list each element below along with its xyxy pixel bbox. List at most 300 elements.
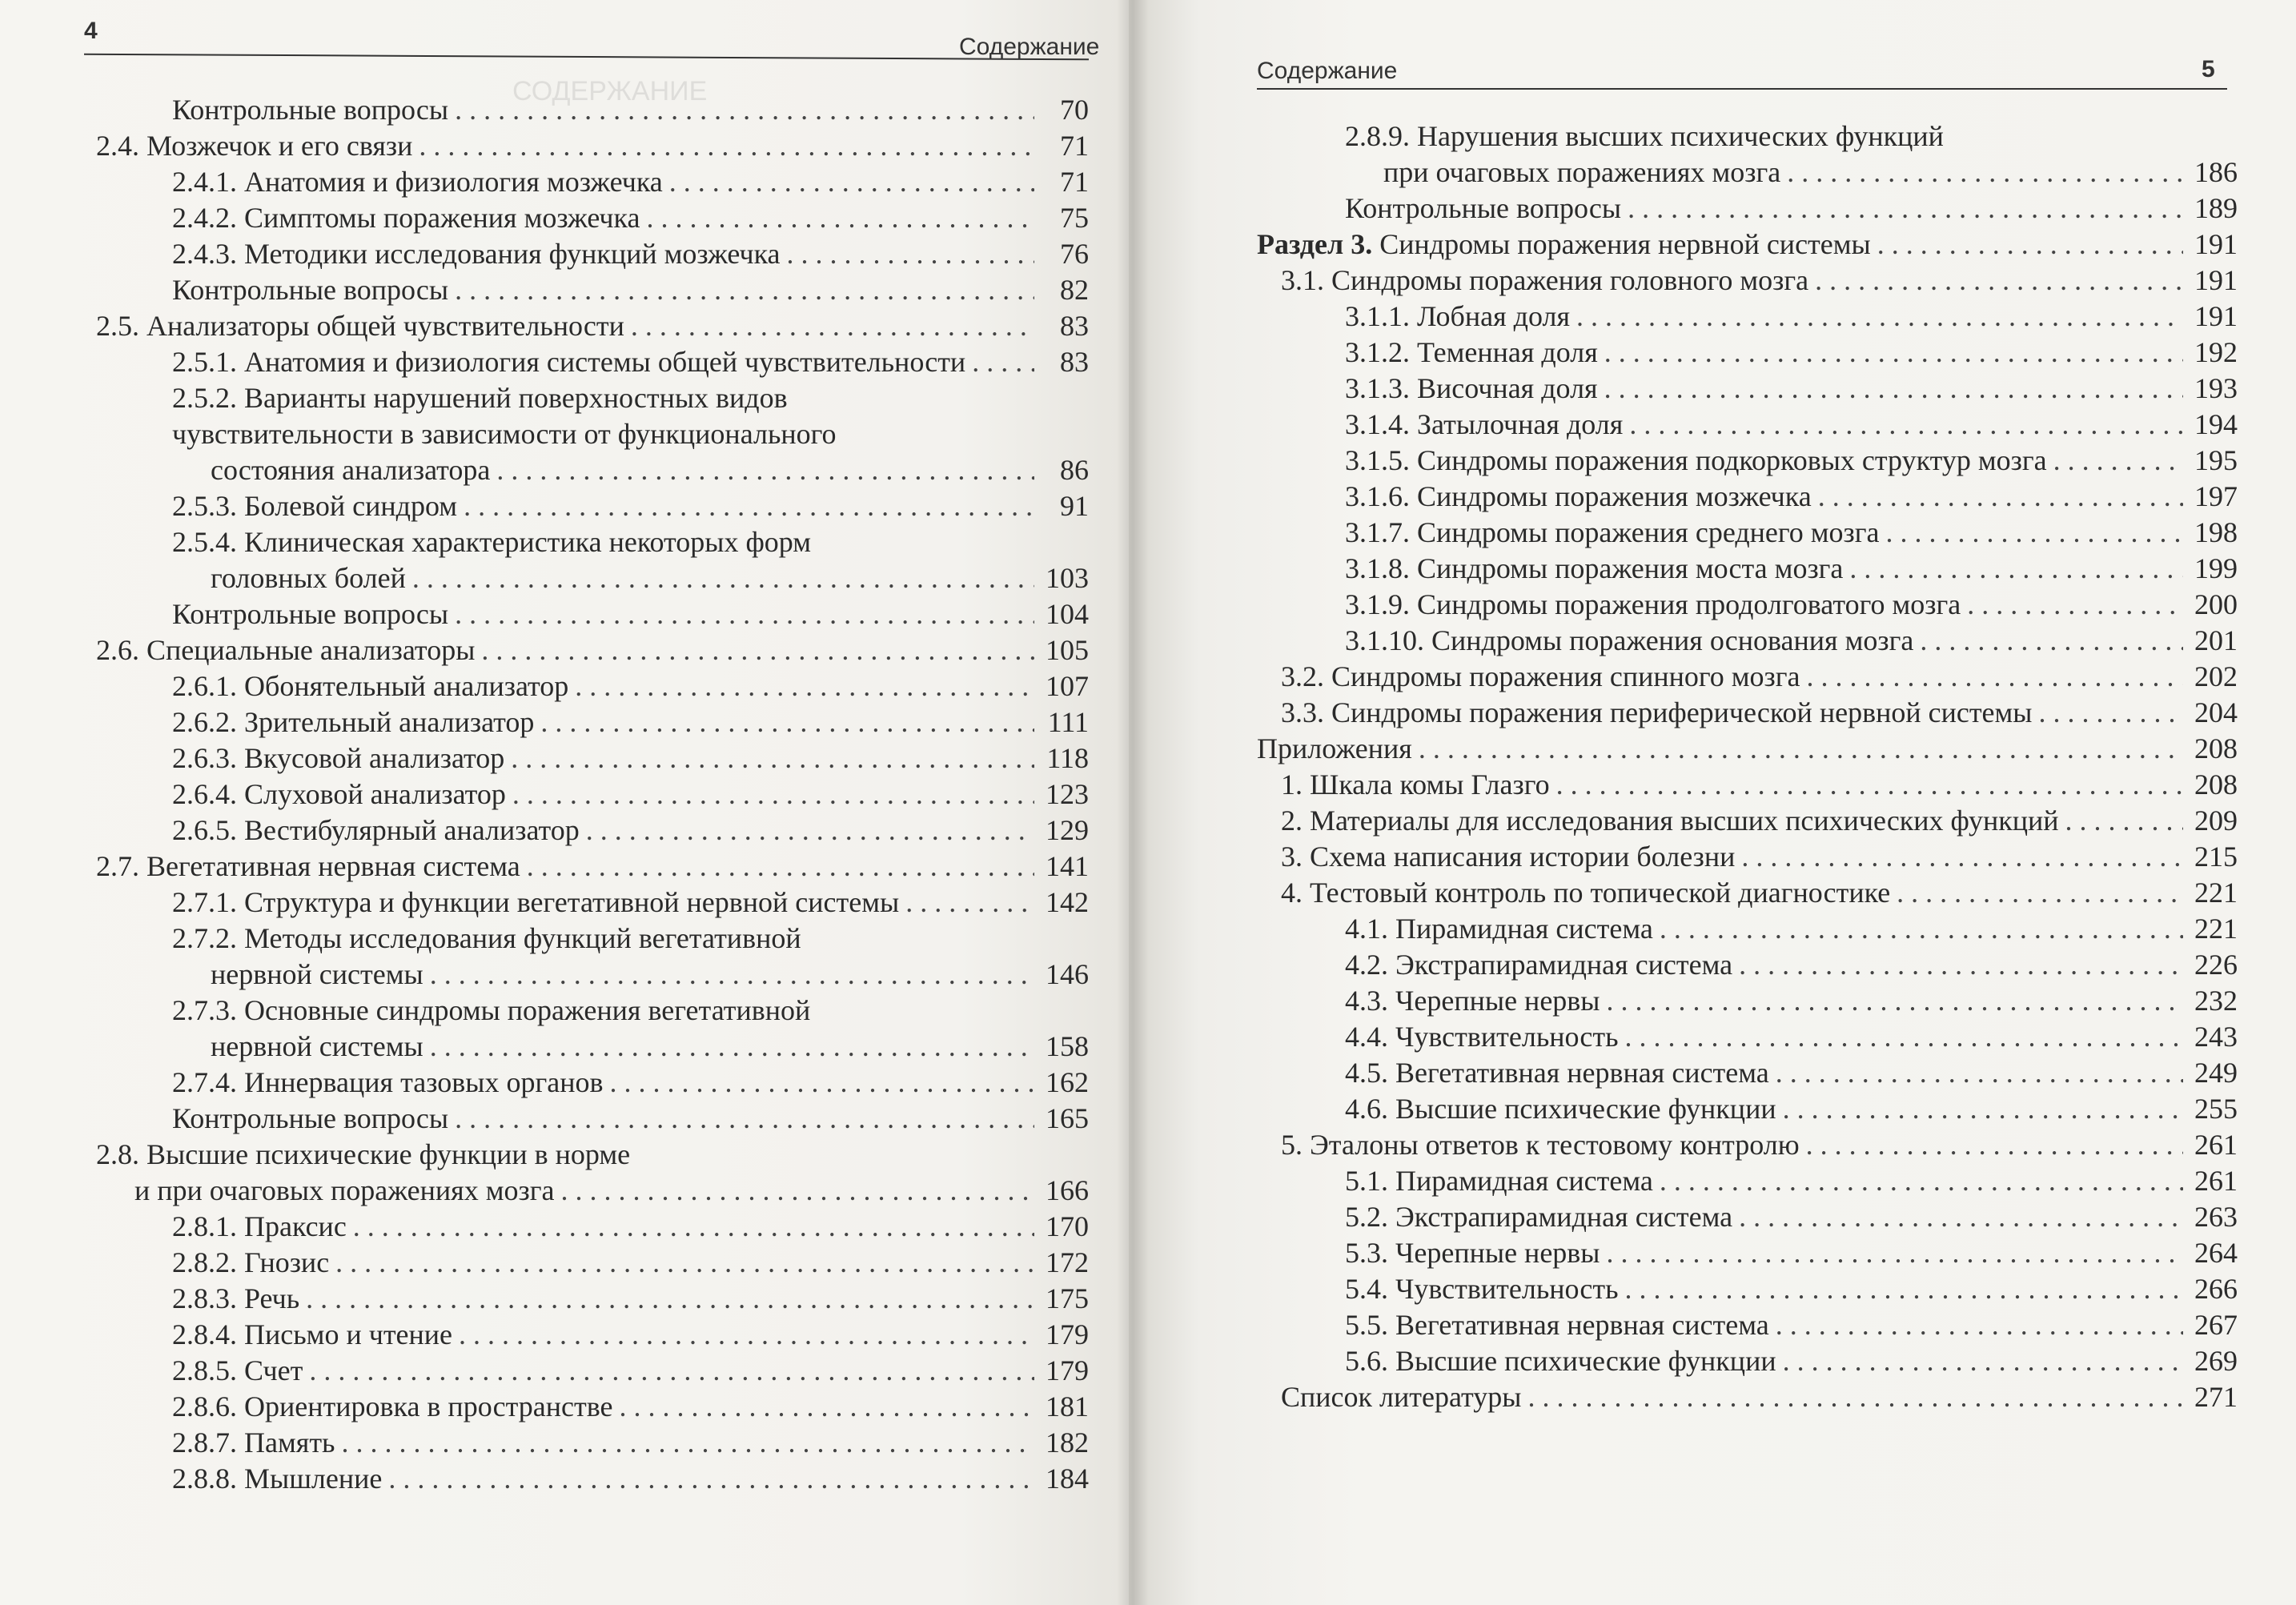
dot-leader <box>496 452 1034 488</box>
dot-leader <box>2053 443 2183 479</box>
toc-entry-title: 4. Тестовый контроль по топической диагностике <box>1281 877 1891 909</box>
toc-entry-row <box>1345 407 2238 443</box>
left-page-number: 4 <box>84 18 98 44</box>
toc-entry-title: состояния анализатора <box>211 454 491 486</box>
toc-entry-title: 2.7. Вегетативная нервная система <box>96 850 520 882</box>
toc-entry-row <box>172 1029 1089 1065</box>
toc-entry <box>1257 118 2238 191</box>
toc-page-number: 162 <box>1046 1066 1089 1098</box>
toc-entry-title <box>1257 227 1871 263</box>
toc-entry-title: Контрольные вопросы <box>172 94 449 126</box>
toc-entry <box>96 128 1089 164</box>
dot-leader <box>430 957 1034 993</box>
dot-leader <box>1807 659 2183 695</box>
toc-entry-row <box>172 344 1089 380</box>
toc-entry-row <box>1345 911 2238 947</box>
toc-entry-title: 3.1.4. Затылочная доля <box>1345 408 1624 440</box>
toc-entry-title: 3.1.3. Височная доля <box>1345 372 1598 404</box>
toc-page-number: 86 <box>1060 454 1089 486</box>
toc-entry-title: 5.4. Чувствительность <box>1345 1273 1619 1305</box>
toc-entry-row <box>172 1425 1089 1461</box>
toc-page-number: 197 <box>2194 480 2238 512</box>
dot-leader <box>1629 407 2183 443</box>
toc-page-number: 263 <box>2194 1201 2238 1233</box>
toc-entry <box>1257 479 2238 515</box>
toc-page-number: 192 <box>2194 336 2238 368</box>
toc-entry <box>96 92 1089 128</box>
toc-entry-title: 2.4.3. Методики исследования функций мозжечка <box>172 238 781 270</box>
toc-entry-row <box>172 200 1089 236</box>
toc-page-number: 165 <box>1046 1102 1089 1134</box>
toc-entry <box>1257 947 2238 983</box>
toc-entry-title: 2.8.3. Речь <box>172 1282 300 1314</box>
toc-entry-row <box>96 849 1089 885</box>
toc-entry-title: 2.8.6. Ориентировка в пространстве <box>172 1390 613 1422</box>
toc-entry-title: 2.7.1. Структура и функции вегетативной нервной системы <box>172 886 900 918</box>
toc-entry <box>1257 515 2238 551</box>
toc-page-number: 83 <box>1060 346 1089 378</box>
toc-entry-title-line: 2.5.2. Варианты нарушений поверхностных видов <box>172 382 788 414</box>
toc-entry-title: 2.6.1. Обонятельный анализатор <box>172 670 569 702</box>
toc-entry-row <box>1345 154 2238 191</box>
toc-entry-title: 5.2. Экстрапирамидная система <box>1345 1201 1733 1233</box>
toc-entry <box>96 272 1089 308</box>
toc-entry-title: 3.1.6. Синдромы поражения мозжечка <box>1345 480 1812 512</box>
toc-entry-row <box>1281 767 2238 803</box>
toc-page-number: 261 <box>2194 1165 2238 1197</box>
toc-entry-row <box>1345 1091 2238 1127</box>
toc-entry <box>96 236 1089 272</box>
dot-leader <box>309 1353 1034 1389</box>
toc-page-number: 221 <box>2194 913 2238 945</box>
toc-page-number: 104 <box>1046 598 1089 630</box>
toc-entry <box>1257 1271 2238 1307</box>
toc-entry-row <box>172 164 1089 200</box>
toc-entry-row <box>96 1173 1089 1209</box>
toc-entry-row <box>1257 227 2238 263</box>
toc-entry-row <box>172 957 1089 993</box>
toc-entry <box>1257 551 2238 587</box>
dot-leader <box>1660 1163 2183 1199</box>
toc-entry-title: 2.8.1. Праксис <box>172 1210 347 1242</box>
dot-leader <box>2039 695 2184 731</box>
dot-leader <box>1606 1235 2183 1271</box>
dot-leader <box>306 1281 1034 1317</box>
toc-entry-row <box>172 92 1089 128</box>
dot-leader <box>455 596 1034 632</box>
toc-entry-title: 5. Эталоны ответов к тестовому контролю <box>1281 1129 1800 1161</box>
toc-entry <box>1257 623 2238 659</box>
toc-entry <box>1257 263 2238 299</box>
toc-entry-title: 5.6. Высшие психические функции <box>1345 1345 1776 1377</box>
toc-page-number: 193 <box>2194 372 2238 404</box>
toc-page-number: 123 <box>1046 778 1089 810</box>
toc-entry-title: 3. Схема написания истории болезни <box>1281 841 1736 873</box>
toc-entry-row <box>172 1065 1089 1101</box>
toc-page-number: 199 <box>2194 552 2238 584</box>
toc-entry-title: 2.6. Специальные анализаторы <box>96 634 476 666</box>
toc-entry-row <box>1345 1019 2238 1055</box>
toc-entry-row <box>1281 695 2238 731</box>
toc-entry-title: 3.1.7. Синдромы поражения среднего мозга <box>1345 516 1880 548</box>
dot-leader <box>464 488 1034 524</box>
toc-page-number: 191 <box>2194 264 2238 296</box>
dot-leader <box>1527 1379 2183 1415</box>
toc-entry-row <box>172 560 1089 596</box>
dot-leader <box>1877 227 2183 263</box>
toc-entry-row <box>1345 1271 2238 1307</box>
toc-entry-row <box>172 1317 1089 1353</box>
toc-entry-row <box>172 1101 1089 1137</box>
toc-entry-title: нервной системы <box>211 958 423 990</box>
dot-leader <box>388 1461 1034 1497</box>
toc-entry-title: Контрольные вопросы <box>1345 192 1622 224</box>
toc-entry-row <box>172 488 1089 524</box>
toc-entry-row <box>172 1461 1089 1497</box>
toc-entry <box>96 813 1089 849</box>
toc-entry <box>96 1425 1089 1461</box>
toc-page-number: 181 <box>1046 1390 1089 1422</box>
section-title: Синдромы поражения нервной системы <box>1372 228 1871 260</box>
dot-leader <box>1815 263 2183 299</box>
toc-page-number: 189 <box>2194 192 2238 224</box>
toc-entry <box>1257 911 2238 947</box>
left-running-header: Содержание <box>959 34 1100 60</box>
toc-entry-title: Контрольные вопросы <box>172 598 449 630</box>
toc-entry-title-line: 2.8. Высшие психические функции в норме <box>96 1138 631 1170</box>
toc-entry <box>1257 1163 2238 1199</box>
toc-entry-row <box>1345 443 2238 479</box>
dot-leader <box>512 776 1034 813</box>
toc-entry-row <box>1345 299 2238 335</box>
toc-entry-title: 2.7.4. Иннервация тазовых органов <box>172 1066 604 1098</box>
toc-entry <box>96 1209 1089 1245</box>
toc-page-number: 191 <box>2194 300 2238 332</box>
toc-entry <box>96 164 1089 200</box>
toc-entry-row <box>96 308 1089 344</box>
toc-entry-title: 4.6. Высшие психические функции <box>1345 1093 1776 1125</box>
dot-leader <box>1739 947 2183 983</box>
toc-entry-title: 4.1. Пирамидная система <box>1345 913 1653 945</box>
toc-entry-row <box>172 1353 1089 1389</box>
toc-entry-row <box>172 1281 1089 1317</box>
dot-leader <box>1783 1091 2183 1127</box>
toc-page-number: 194 <box>2194 408 2238 440</box>
dot-leader <box>1739 1199 2183 1235</box>
toc-entry <box>96 488 1089 524</box>
toc-page-number: 103 <box>1046 562 1089 594</box>
toc-entry <box>1257 1343 2238 1379</box>
toc-page-number: 83 <box>1060 310 1089 342</box>
toc-page-number: 191 <box>2194 228 2238 260</box>
dot-leader <box>1806 1127 2183 1163</box>
toc-entry-title: 2.4.1. Анатомия и физиология мозжечка <box>172 166 663 198</box>
toc-entry-title: нервной системы <box>211 1030 423 1062</box>
toc-entry-row <box>1345 371 2238 407</box>
right-page-number: 5 <box>2202 56 2215 82</box>
toc-entry-title: 2.5. Анализаторы общей чувствительности <box>96 310 624 342</box>
toc-entry-title: 3.1.8. Синдромы поражения моста мозга <box>1345 552 1844 584</box>
toc-page-number: 82 <box>1060 274 1089 306</box>
dot-leader <box>527 849 1034 885</box>
toc-page-number: 141 <box>1046 850 1089 882</box>
toc-entry-row <box>96 128 1089 164</box>
toc-entry <box>96 344 1089 380</box>
toc-entry-row <box>1345 623 2238 659</box>
toc-entry <box>1257 443 2238 479</box>
toc-page-number: 195 <box>2194 444 2238 476</box>
toc-entry-row <box>1345 335 2238 371</box>
dot-leader <box>1604 371 2183 407</box>
toc-entry-row <box>1345 1235 2238 1271</box>
dot-leader <box>481 632 1034 668</box>
toc-page-number: 201 <box>2194 624 2238 656</box>
toc-entry <box>1257 371 2238 407</box>
dot-leader <box>459 1317 1034 1353</box>
toc-entry-row <box>1257 731 2238 767</box>
toc-page-number: 208 <box>2194 732 2238 764</box>
dot-leader <box>1606 983 2183 1019</box>
dot-leader <box>787 236 1034 272</box>
dot-leader <box>905 885 1034 921</box>
toc-entry-title: 5.1. Пирамидная система <box>1345 1165 1653 1197</box>
dot-leader <box>1419 731 2183 767</box>
toc-entry-title: 4.3. Черепные нервы <box>1345 985 1600 1017</box>
section-prefix: Раздел 3. <box>1257 228 1373 260</box>
toc-entry-row <box>172 813 1089 849</box>
toc-entry-row <box>172 704 1089 740</box>
dot-leader <box>1604 335 2183 371</box>
toc-entry-title: 2.8.7. Память <box>172 1426 335 1459</box>
toc-entry <box>96 1245 1089 1281</box>
toc-entry <box>1257 227 2238 263</box>
toc-entry-title: 3.1.5. Синдромы поражения подкорковых структур мозга <box>1345 444 2047 476</box>
dot-leader <box>631 308 1034 344</box>
toc-page-number: 172 <box>1046 1246 1089 1278</box>
toc-entry <box>96 1461 1089 1497</box>
right-header-rule <box>1257 88 2227 90</box>
dot-leader <box>575 668 1034 704</box>
toc-entry-row <box>1345 983 2238 1019</box>
toc-entry-row <box>1281 263 2238 299</box>
toc-page-number: 184 <box>1046 1463 1089 1495</box>
toc-entry-row <box>1345 191 2238 227</box>
toc-entry-row <box>1345 587 2238 623</box>
toc-entry-title: 4.4. Чувствительность <box>1345 1021 1619 1053</box>
bleed-through-text: СОДЕРЖАНИЕ <box>512 76 708 106</box>
toc-entry <box>96 1389 1089 1425</box>
left-toc-list <box>96 92 1089 1497</box>
toc-entry-title: 4.5. Вегетативная нервная система <box>1345 1057 1769 1089</box>
toc-entry-title: 2.8.4. Письмо и чтение <box>172 1318 453 1350</box>
toc-entry-title: 3.1.2. Теменная доля <box>1345 336 1598 368</box>
toc-entry-title: 5.3. Черепные нервы <box>1345 1237 1600 1269</box>
dot-leader <box>419 128 1034 164</box>
toc-entry-title: и при очаговых поражениях мозга <box>134 1174 555 1206</box>
dot-leader <box>669 164 1034 200</box>
book-gutter <box>1117 0 1149 1605</box>
toc-entry-title-line: 2.8.9. Нарушения высших психических функций <box>1345 120 1944 152</box>
toc-entry-title: 3.2. Синдромы поражения спинного мозга <box>1281 660 1800 692</box>
right-running-header: Содержание <box>1257 58 1398 84</box>
toc-entry <box>96 1101 1089 1137</box>
toc-entry-row <box>1345 1343 2238 1379</box>
toc-entry <box>96 776 1089 813</box>
toc-entry <box>1257 695 2238 731</box>
toc-entry <box>1257 299 2238 335</box>
toc-page-number: 269 <box>2194 1345 2238 1377</box>
dot-leader <box>1849 551 2183 587</box>
dot-leader <box>1741 839 2183 875</box>
toc-entry-title: 3.3. Синдромы поражения периферической нервной системы <box>1281 696 2033 728</box>
toc-entry <box>96 632 1089 668</box>
toc-entry-title: 2.8.2. Гнозис <box>172 1246 330 1278</box>
toc-page-number: 249 <box>2194 1057 2238 1089</box>
toc-entry <box>96 524 1089 596</box>
toc-page-number: 267 <box>2194 1309 2238 1341</box>
dot-leader <box>1628 191 2183 227</box>
toc-entry-title-line: 2.5.4. Клиническая характеристика некоторых форм <box>172 526 812 558</box>
toc-entry <box>96 885 1089 921</box>
toc-page-number: 91 <box>1060 490 1089 522</box>
dot-leader <box>619 1389 1034 1425</box>
toc-page-number: 71 <box>1060 166 1089 198</box>
toc-entry <box>96 921 1089 993</box>
toc-entry-title: 2. Материалы для исследования высших психических функций <box>1281 805 2059 837</box>
toc-entry <box>1257 1235 2238 1271</box>
toc-page-number: 70 <box>1060 94 1089 126</box>
dot-leader <box>1886 515 2183 551</box>
toc-entry-row <box>1345 1055 2238 1091</box>
toc-entry-title-line: чувствительности в зависимости от функционального <box>172 418 837 450</box>
toc-entry-row <box>172 272 1089 308</box>
toc-entry <box>1257 659 2238 695</box>
toc-entry-row <box>1281 803 2238 839</box>
toc-entry-title: Контрольные вопросы <box>172 1102 449 1134</box>
toc-page-number: 129 <box>1046 814 1089 846</box>
toc-entry-title: 1. Шкала комы Глазго <box>1281 768 1550 800</box>
toc-page-number: 226 <box>2194 949 2238 981</box>
toc-page-number: 105 <box>1046 634 1089 666</box>
toc-page-number: 76 <box>1060 238 1089 270</box>
toc-entry-row <box>96 632 1089 668</box>
toc-entry <box>1257 1019 2238 1055</box>
dot-leader <box>1783 1343 2183 1379</box>
toc-entry-row <box>1281 875 2238 911</box>
toc-entry-title: 2.6.5. Вестибулярный анализатор <box>172 814 580 846</box>
toc-entry-title: Контрольные вопросы <box>172 274 449 306</box>
toc-entry-title: головных болей <box>211 562 406 594</box>
toc-entry <box>1257 767 2238 803</box>
dot-leader <box>560 1173 1034 1209</box>
toc-entry-row <box>172 740 1089 776</box>
left-header-rule <box>84 54 1089 61</box>
toc-page-number: 158 <box>1046 1030 1089 1062</box>
dot-leader <box>1625 1019 2183 1055</box>
toc-page-number: 261 <box>2194 1129 2238 1161</box>
toc-entry-title: 2.6.2. Зрительный анализатор <box>172 706 535 738</box>
toc-page-number: 243 <box>2194 1021 2238 1053</box>
dot-leader <box>455 92 1034 128</box>
toc-entry <box>1257 1127 2238 1163</box>
toc-entry-title: 2.8.5. Счет <box>172 1354 303 1386</box>
dot-leader <box>341 1425 1034 1461</box>
dot-leader <box>1776 1307 2183 1343</box>
toc-page-number: 200 <box>2194 588 2238 620</box>
toc-page-number: 170 <box>1046 1210 1089 1242</box>
toc-entry-title-line: 2.7.2. Методы исследования функций вегетативной <box>172 922 801 954</box>
dot-leader <box>455 1101 1034 1137</box>
toc-entry-row <box>172 885 1089 921</box>
toc-entry-title: 5.5. Вегетативная нервная система <box>1345 1309 1769 1341</box>
toc-entry <box>1257 1199 2238 1235</box>
toc-entry <box>1257 983 2238 1019</box>
toc-entry <box>96 596 1089 632</box>
toc-page-number: 208 <box>2194 768 2238 800</box>
toc-entry-title: 2.6.4. Слуховой анализатор <box>172 778 506 810</box>
toc-entry-row <box>1345 551 2238 587</box>
dot-leader <box>335 1245 1034 1281</box>
toc-page-number: 186 <box>2194 156 2238 188</box>
dot-leader <box>1920 623 2183 659</box>
toc-entry <box>96 1317 1089 1353</box>
dot-leader <box>1818 479 2183 515</box>
dot-leader <box>2065 803 2183 839</box>
toc-page-number: 75 <box>1060 202 1089 234</box>
dot-leader <box>1776 1055 2183 1091</box>
toc-entry-title: 2.8.8. Мышление <box>172 1463 383 1495</box>
toc-entry-title: 2.6.3. Вкусовой анализатор <box>172 742 505 774</box>
toc-entry <box>96 1137 1089 1209</box>
toc-entry <box>96 740 1089 776</box>
toc-entry-row <box>1345 1199 2238 1235</box>
toc-page-number: 209 <box>2194 805 2238 837</box>
toc-page-number: 198 <box>2194 516 2238 548</box>
dot-leader <box>353 1209 1034 1245</box>
toc-entry-row <box>172 236 1089 272</box>
toc-entry-row <box>172 1389 1089 1425</box>
toc-entry-title: 2.5.3. Болевой синдром <box>172 490 458 522</box>
toc-entry-title: Приложения <box>1257 732 1412 764</box>
toc-entry <box>1257 803 2238 839</box>
toc-page-number: 142 <box>1046 886 1089 918</box>
toc-entry <box>96 308 1089 344</box>
toc-entry <box>1257 407 2238 443</box>
toc-page-number: 221 <box>2194 877 2238 909</box>
toc-entry <box>1257 1055 2238 1091</box>
toc-entry <box>96 200 1089 236</box>
toc-entry <box>1257 839 2238 875</box>
toc-page-number: 107 <box>1046 670 1089 702</box>
toc-entry <box>1257 731 2238 767</box>
toc-entry <box>96 704 1089 740</box>
toc-entry <box>96 849 1089 885</box>
toc-entry <box>1257 1091 2238 1127</box>
dot-leader <box>412 560 1034 596</box>
toc-page-number: 166 <box>1046 1174 1089 1206</box>
toc-entry <box>96 1353 1089 1389</box>
dot-leader <box>586 813 1034 849</box>
dot-leader <box>1625 1271 2183 1307</box>
toc-page-number: 232 <box>2194 985 2238 1017</box>
toc-entry-row <box>1281 1127 2238 1163</box>
dot-leader <box>455 272 1034 308</box>
dot-leader <box>1967 587 2183 623</box>
dot-leader <box>1576 299 2183 335</box>
toc-page-number: 202 <box>2194 660 2238 692</box>
toc-entry <box>96 380 1089 488</box>
toc-page-number: 179 <box>1046 1318 1089 1350</box>
